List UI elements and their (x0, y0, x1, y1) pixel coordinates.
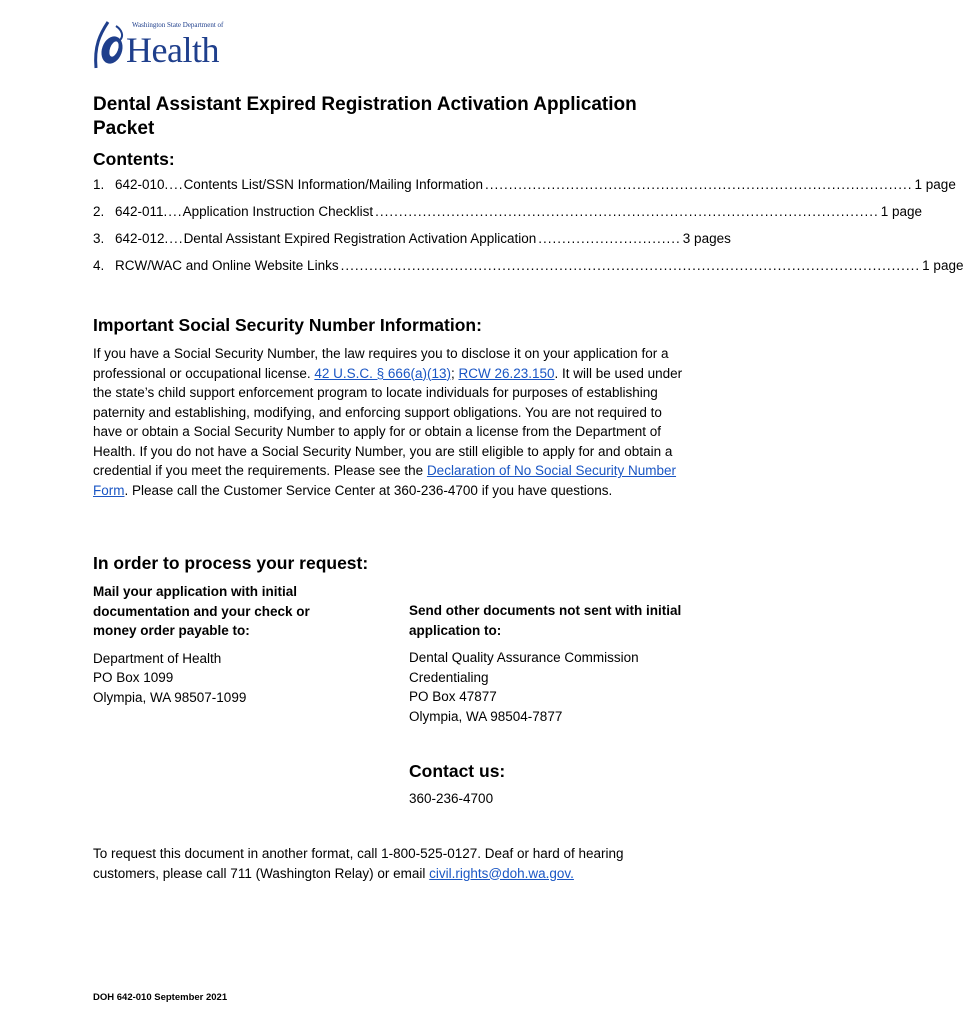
list-item: 1. 642-010 .... Contents List/SSN Information/Mailing Information .......................................................................................... 1 page (93, 177, 956, 192)
contents-pages: 3 pages (682, 231, 731, 246)
page-title: Dental Assistant Expired Registration Activation Application Packet (93, 94, 637, 139)
contents-desc: RCW/WAC and Online Website Links (115, 258, 339, 273)
mail-column (93, 582, 338, 707)
rcw-link[interactable]: RCW 26.23.150 (458, 365, 555, 381)
contents-list (93, 177, 963, 285)
contents-pages: 1 page (914, 177, 956, 192)
list-item: 3. 642-012 .... Dental Assistant Expired Registration Activation Application .............................. 3 pages (93, 231, 731, 246)
process-heading: In order to process your request: (93, 553, 369, 573)
other-docs-heading: Send other documents not sent with initial application to: (409, 603, 682, 638)
accessibility-note: To request this document in another format, call 1-800-525-0127. Deaf or hard of hearing customers, please call 711 (Washington Relay) or email civil.rights@doh.wa.gov. (93, 846, 624, 881)
leader-dots: .......................................................................................................................... (340, 258, 921, 273)
contents-desc: Contents List/SSN Information/Mailing Information (183, 177, 483, 192)
ssn-heading: Important Social Security Number Information: (93, 315, 482, 335)
list-item: 4. RCW/WAC and Online Website Links .......................................................................................................................... 1 page (93, 258, 963, 273)
usc-link[interactable]: 42 U.S.C. § 666(a)(13) (314, 365, 451, 381)
contents-code: 642-012 (115, 231, 165, 246)
contact-phone: 360-236-4700 (409, 791, 494, 806)
contents-pages: 1 page (880, 204, 923, 219)
mail-heading: Mail your application with initial documentation and your check or money order payable to: (93, 584, 310, 638)
doh-logo (90, 16, 224, 72)
email-link[interactable]: civil.rights@doh.wa.gov. (429, 865, 574, 881)
no-ssn-form-link[interactable]: Declaration of No Social Security Number Form (93, 463, 677, 498)
contents-desc: Application Instruction Checklist (182, 204, 374, 219)
contents-desc: Dental Assistant Expired Registration Activation Application (183, 231, 537, 246)
other-docs-column (409, 601, 684, 726)
logo-tagline: Washington State Department of (132, 21, 224, 29)
contents-code: 642-011 (115, 204, 164, 219)
leader-dots: .............................. (538, 231, 681, 246)
mail-address: Department of Health PO Box 1099 Olympia, WA 98507-1099 (93, 650, 247, 705)
contact-heading: Contact us: (409, 761, 506, 781)
logo-wordmark: Health (126, 30, 219, 70)
ssn-paragraph: If you have a Social Security Number, the law requires you to disclose it on your application for a professional or occupational license. 42 U.S.C. § 666(a)(13); RCW 26.23.150. It will be used under the state’s child support enforcement program to locate individuals for purposes of establishing paternity and establishing, modifying, and enforcing support obligations. You are not required to have or obtain a Social Security Number to apply for or obtain a license from the Department of Health. If you do not have a Social Security Number, you are still eligible to apply for and obtain a credential if you meet the requirements. Please see the Declaration of No Social Security Number Form. Please call the Customer Service Center at 360-236-4700 if you have questions. (93, 346, 683, 498)
leader-dots: .......................................................................................... (484, 177, 913, 192)
contents-code: 642-010 (115, 177, 165, 192)
contents-heading: Contents: (93, 149, 175, 169)
document-footer: DOH 642-010 September 2021 (93, 992, 228, 1003)
list-item: 2. 642-011 .... Application Instruction Checklist .......................................................................................................... 1 page (93, 204, 923, 219)
contents-pages: 1 page (922, 258, 963, 273)
other-docs-address: Dental Quality Assurance Commission Credentialing PO Box 47877 Olympia, WA 98504-7877 (409, 650, 639, 724)
leader-dots: .......................................................................................................... (375, 204, 879, 219)
